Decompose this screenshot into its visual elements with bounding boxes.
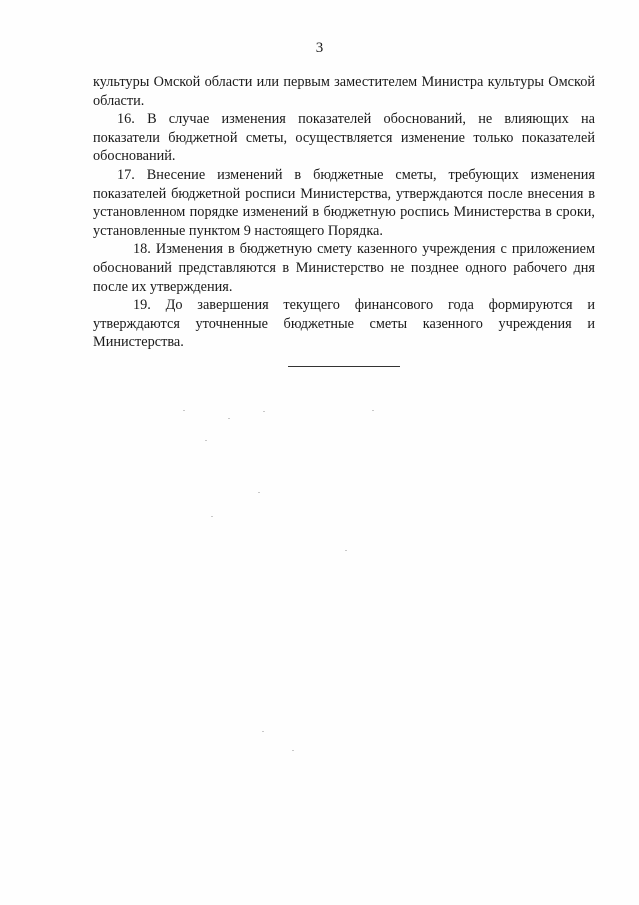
document-body	[93, 73, 595, 352]
scan-speck	[262, 731, 264, 732]
scan-speck	[258, 492, 260, 493]
paragraph-16: 16. В случае изменения показателей обоснований, не влияющих на показатели бюджетной сметы, осуществляется изменение только показателей обоснований.	[93, 111, 595, 165]
paragraph-17: 17. Внесение изменений в бюджетные сметы, требующих изменения показателей бюджетной росписи Министерства, утверждаются после внесения в установленном порядке изменений в бюджетную роспись Министерства в сроки, установленные пунктом 9 настоящего Порядка.	[93, 166, 595, 239]
scan-speck	[211, 516, 213, 517]
paragraph-continuation: культуры Омской области или первым заместителем Министра культуры Омской области.	[93, 74, 595, 109]
scan-speck	[292, 750, 294, 751]
scan-speck	[345, 550, 347, 551]
paragraph-19: 19. До завершения текущего финансового года формируются и утверждаются уточненные бюджетные сметы казенного учреждения и Министерства.	[93, 297, 595, 351]
scan-speck	[183, 410, 185, 411]
paragraph-18: 18. Изменения в бюджетную смету казенного учреждения с приложением обоснований представляются в Министерство не позднее одного рабочего дня после их утверждения.	[93, 241, 595, 295]
scan-speck	[205, 440, 207, 441]
page-number: 3	[315, 40, 324, 56]
scan-speck	[228, 418, 230, 419]
scan-speck	[372, 410, 374, 411]
end-of-text-rule	[288, 366, 400, 367]
scan-speck	[263, 411, 265, 412]
